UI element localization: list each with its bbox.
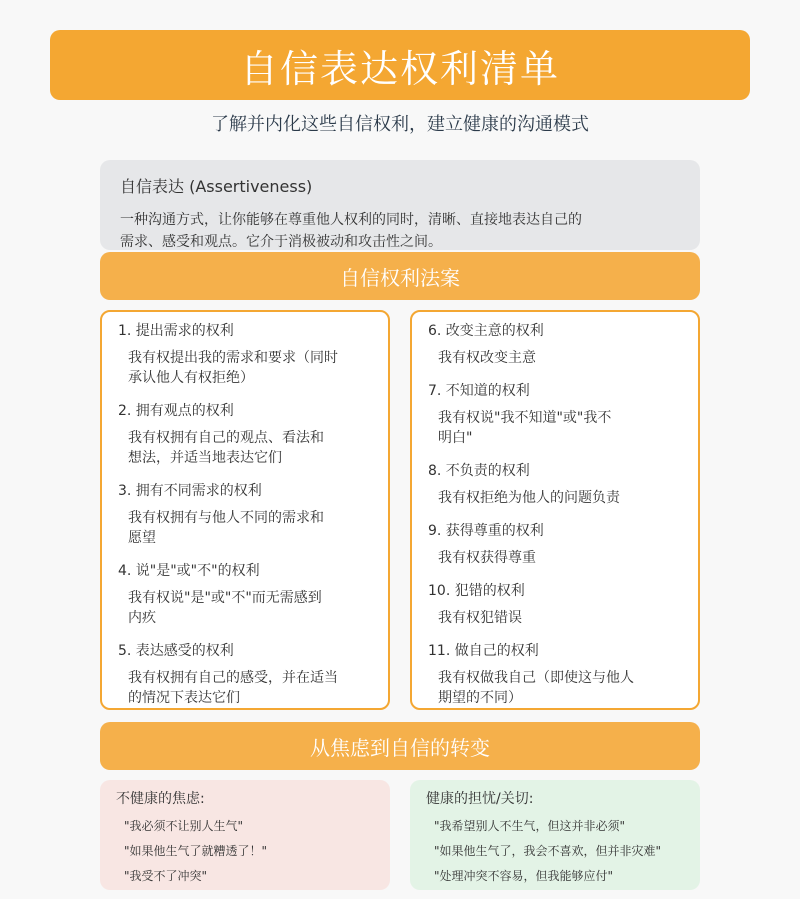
right-desc: 我有权拥有自己的观点、看法和 想法，并适当地表达它们 xyxy=(128,430,324,466)
right-item xyxy=(428,380,686,460)
healthy-line: "处理冲突不容易，但我能够应付" xyxy=(434,869,614,883)
right-item xyxy=(428,520,686,580)
right-item xyxy=(118,400,376,480)
rights-column-left xyxy=(100,310,390,710)
right-desc: 我有权提出我的需求和要求（同时 承认他人有权拒绝） xyxy=(128,350,338,386)
definition-box xyxy=(100,160,700,250)
right-title: 4. 说"是"或"不"的权利 xyxy=(118,563,260,579)
right-title: 6. 改变主意的权利 xyxy=(428,323,544,339)
definition-line-1: 一种沟通方式，让你能够在尊重他人权利的同时，清晰、直接地表达自己的 xyxy=(120,212,582,228)
subtitle: 了解并内化这些自信权利，建立健康的沟通模式 xyxy=(211,114,589,135)
right-title: 5. 表达感受的权利 xyxy=(118,643,234,659)
right-item xyxy=(428,640,686,720)
right-desc: 我有权拥有自己的感受，并在适当 的情况下表达它们 xyxy=(128,670,338,706)
right-desc: 我有权做我自己（即使这与他人 期望的不同） xyxy=(438,670,634,706)
right-title: 10. 犯错的权利 xyxy=(428,583,525,599)
healthy-line: "如果他生气了，我会不喜欢，但并非灾难" xyxy=(434,844,662,858)
title-banner xyxy=(50,30,750,100)
rights-column-right xyxy=(410,310,700,710)
right-title: 8. 不负责的权利 xyxy=(428,463,530,479)
right-desc: 我有权拥有与他人不同的需求和 愿望 xyxy=(128,510,324,546)
right-item xyxy=(428,320,686,380)
right-desc: 我有权说"是"或"不"而无需感到 内疚 xyxy=(128,590,322,626)
transition-header: 从焦虑到自信的转变 xyxy=(100,722,700,770)
unhealthy-line: "我必须不让别人生气" xyxy=(124,819,244,833)
right-desc: 我有权说"我不知道"或"我不 明白" xyxy=(438,410,612,446)
unhealthy-anxiety-box xyxy=(100,780,390,890)
right-title: 9. 获得尊重的权利 xyxy=(428,523,544,539)
unhealthy-line: "我受不了冲突" xyxy=(124,869,208,883)
definition-title: 自信表达 (Assertiveness) xyxy=(120,177,313,196)
right-title: 2. 拥有观点的权利 xyxy=(118,403,234,419)
right-desc: 我有权拒绝为他人的问题负责 xyxy=(438,490,620,506)
healthy-concern-box xyxy=(410,780,700,890)
rights-header: 自信权利法案 xyxy=(100,252,700,300)
healthy-line: "我希望别人不生气，但这并非必须" xyxy=(434,819,626,833)
right-item xyxy=(118,560,376,640)
right-desc: 我有权获得尊重 xyxy=(438,550,536,566)
page-title: 自信表达权利清单 xyxy=(239,46,560,91)
right-desc: 我有权犯错误 xyxy=(438,610,522,626)
unhealthy-title: 不健康的焦虑: xyxy=(116,791,205,807)
right-item xyxy=(428,460,686,520)
right-item xyxy=(118,320,376,400)
right-item xyxy=(428,580,686,640)
right-title: 1. 提出需求的权利 xyxy=(118,323,234,339)
right-item xyxy=(118,480,376,560)
right-title: 11. 做自己的权利 xyxy=(428,643,539,659)
definition-line-2: 需求、感受和观点。它介于消极被动和攻击性之间。 xyxy=(120,234,442,250)
right-title: 7. 不知道的权利 xyxy=(428,383,530,399)
healthy-title: 健康的担忧/关切: xyxy=(426,791,534,807)
right-item xyxy=(118,640,376,720)
unhealthy-line: "如果他生气了就糟透了！" xyxy=(124,844,268,858)
right-title: 3. 拥有不同需求的权利 xyxy=(118,483,262,499)
right-desc: 我有权改变主意 xyxy=(438,350,536,366)
